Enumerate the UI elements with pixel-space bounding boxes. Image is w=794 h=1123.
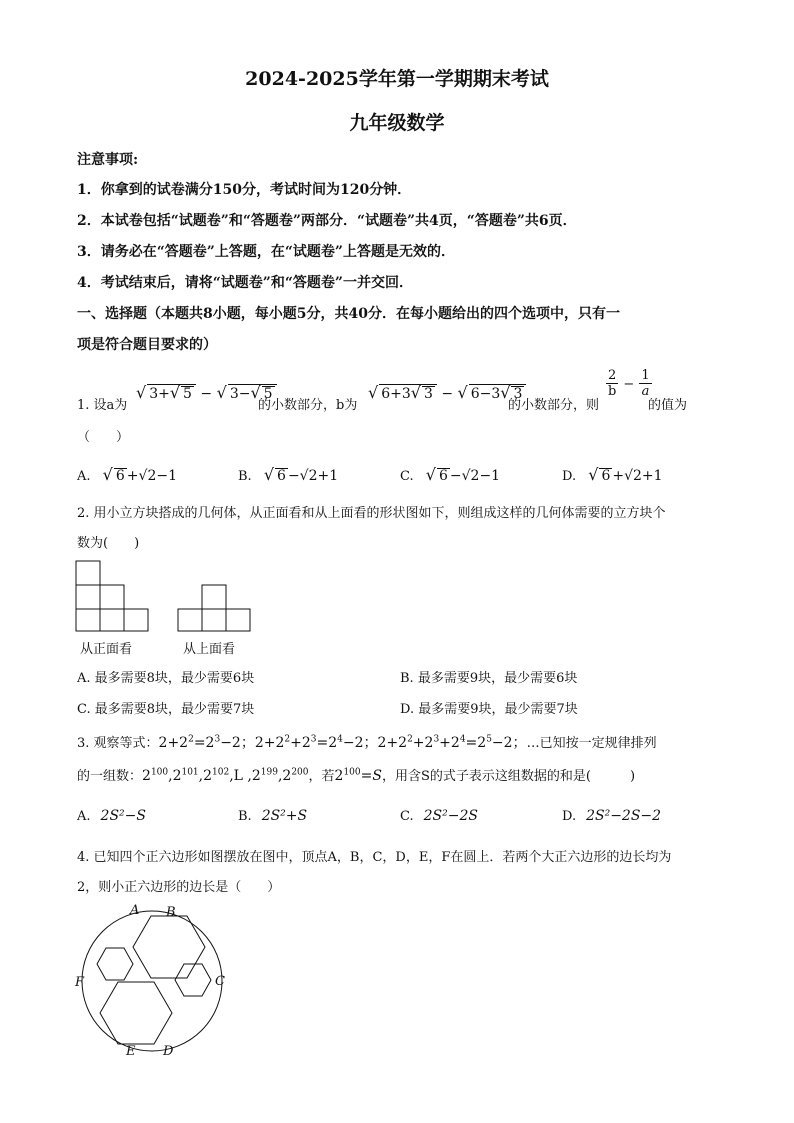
q3-option-a	[77, 808, 146, 824]
frac-den: b	[608, 384, 617, 399]
q3-text-line2: 的一组数：$2^{100},2^{101},2^{102},L$ $,2^{199},2^{200}$，若$2^{100}=S$，用含S的式子表示这组数据的和是( )	[77, 767, 636, 784]
q1-expr-a: √ 3+√ 5 − √ 3−√ 5	[136, 383, 277, 402]
note-item-2: 2．本试卷包括“试题卷”和“答题卷”两部分．“试题卷”共4页，“答题卷”共6页．	[77, 213, 577, 229]
note-item-1: 1．你拿到的试卷满分150分，考试时间为120分钟．	[77, 182, 412, 198]
small-hexagon-left	[97, 948, 133, 980]
vertex-label-d: D	[163, 1044, 174, 1059]
option-letter: D.	[562, 469, 577, 484]
q3-lead: 3. 观察等式：	[77, 736, 159, 751]
q4-hexagon-figure	[72, 900, 242, 1064]
section-heading-line2: 项是符合题目要求的）	[77, 337, 217, 353]
top-view-label: 从上面看	[183, 642, 236, 657]
note-item-3: 3．请务必在“答题卷”上答题，在“试题卷”上答题是无效的．	[77, 244, 455, 260]
q3-text-line1: 3. 观察等式：$2+2^2=2^3-2$；$2+2^2+2^3=2^4-2$；$2+2^2+2^3+2^4=2^5-2$；…已知按一定规律排列	[77, 734, 657, 751]
q1-text-2: 的小数部分，b为	[258, 398, 358, 413]
q1-text-4: 的值为	[648, 398, 688, 413]
vertex-label-a: A	[130, 903, 140, 918]
frac-den: a	[641, 384, 650, 399]
frac-num: 2	[606, 368, 618, 384]
note-item-4: 4．考试结束后，请将“试题卷”和“答题卷”一并交回．	[77, 275, 413, 291]
exam-title: 2024-2025学年第一学期期末考试	[245, 68, 549, 90]
notes-heading: 注意事项:	[77, 152, 139, 168]
option-expr: 2S²−2S−2	[586, 808, 662, 824]
q3-option-b	[238, 808, 307, 824]
q2-option-d: D. 最多需要9块，最少需要7块	[400, 702, 578, 717]
q2-text-line1: 2. 用小立方块搭成的几何体，从正面看和从上面看的形状图如下，则组成这样的几何体需要的立方块个	[77, 506, 666, 521]
front-view-label: 从正面看	[80, 642, 133, 657]
q2-views-figure	[70, 555, 260, 635]
exam-subtitle: 九年级数学	[349, 112, 445, 134]
option-letter: B.	[238, 809, 252, 824]
frac-num: 1	[641, 368, 650, 383]
q1-fraction-expr: $\frac{2}{b}$ − $\frac{1}{a}$	[608, 368, 650, 399]
q3-option-d	[562, 808, 661, 824]
option-expr: 2S²+S	[261, 808, 308, 824]
q4-text-line1: 4. 已知四个正六边形如图摆放在图中，顶点A，B，C，D，E，F在圆上．若两个大正六边形的边长均为	[77, 850, 672, 865]
q1-option-b: B. √ 6 −√2+1	[238, 465, 339, 484]
vertex-label-b: B	[166, 905, 176, 920]
option-letter: B.	[238, 469, 252, 484]
option-letter: C.	[400, 469, 414, 484]
q2-option-c: C. 最多需要8块，最少需要7块	[77, 702, 255, 717]
q1-text-3: 的小数部分，则	[508, 398, 600, 413]
q2-text-line2: 数为( )	[77, 536, 140, 551]
q1-text-1: 1. 设a为	[77, 398, 128, 413]
option-expr: −√2−1	[449, 468, 501, 484]
q3-line2-lead: 的一组数：	[77, 769, 143, 784]
q2-option-b: B. 最多需要9块，最少需要6块	[400, 671, 578, 686]
q3-line2-tail: ，用含S的式子表示这组数据的和是( )	[381, 769, 636, 784]
q3-line2-mid: ，若	[308, 769, 335, 784]
vertex-label-c: C	[215, 974, 225, 989]
option-letter: A.	[77, 809, 91, 824]
vertex-label-f: F	[75, 975, 85, 990]
option-letter: A.	[77, 469, 91, 484]
q2-option-a: A. 最多需要8块，最少需要6块	[77, 671, 255, 686]
small-hexagon-right	[175, 964, 211, 996]
q1-option-c: C. √ 6 −√2−1	[400, 465, 501, 484]
option-letter: D.	[562, 809, 577, 824]
q1-frac-2-over-b	[606, 368, 618, 399]
option-expr: 2S²−S	[100, 808, 146, 824]
q4-text-line2: 2，则小正六边形的边长是（ ）	[77, 880, 281, 895]
top-view-grid	[178, 585, 250, 631]
option-expr: +√2−1	[126, 468, 177, 484]
q1-answer-paren: （ ）	[77, 430, 130, 445]
q1-option-d: D. √ 6 +√2+1	[562, 465, 663, 484]
option-expr: 2S²−2S	[423, 808, 478, 824]
section-heading-line1: 一、选择题（本题共8小题，每小题5分，共40分．在每小题给出的四个选项中，只有一	[77, 306, 620, 322]
vertex-label-e: E	[126, 1044, 136, 1059]
q3-tail: …已知按一定规律排列	[526, 736, 657, 751]
large-hexagon-bottom	[100, 982, 172, 1044]
front-view-grid	[76, 561, 148, 631]
q1-expr-b: √ 6+3√ 3 − √ 6−3√ 3	[368, 383, 526, 402]
option-expr: −√2+1	[287, 468, 339, 484]
q1-option-a: A. √ 6 +√2−1	[77, 465, 177, 484]
circumscribed-circle	[82, 911, 222, 1051]
option-expr: +√2+1	[612, 468, 663, 484]
q3-option-c	[400, 808, 478, 824]
option-letter: C.	[400, 809, 414, 824]
